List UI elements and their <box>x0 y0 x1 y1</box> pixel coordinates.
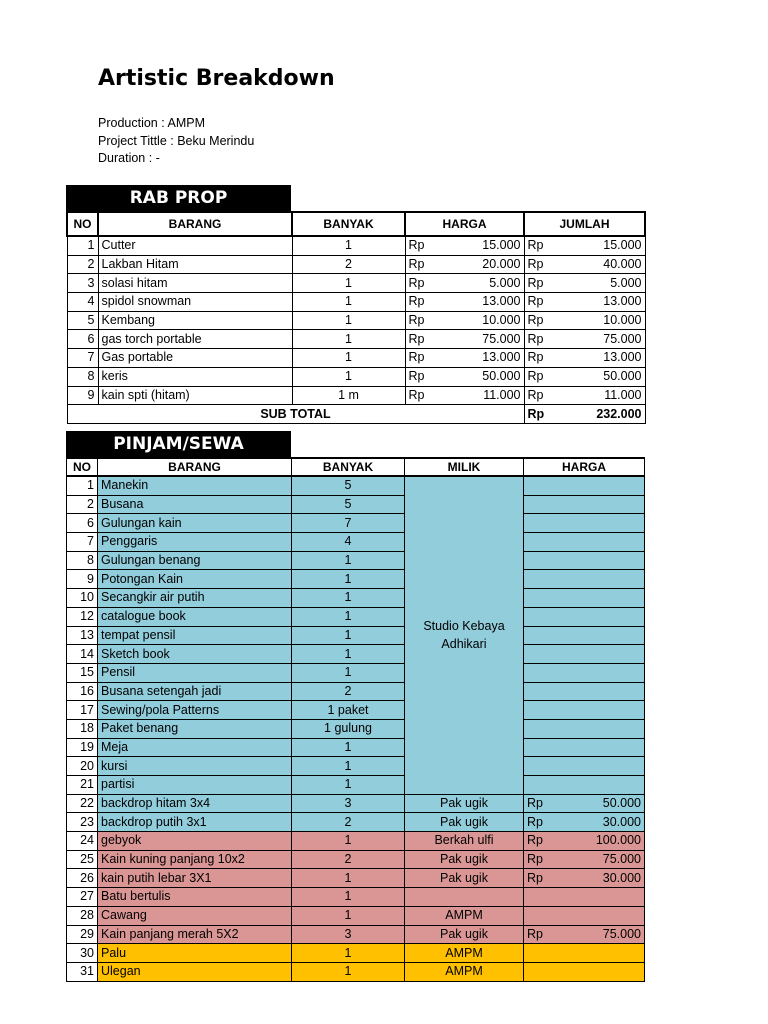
cell-barang: Kain kuning panjang 10x2 <box>98 850 292 869</box>
amount-value: 5.000 <box>489 275 521 290</box>
amount-value: 11.000 <box>604 387 642 402</box>
cell-milik: Pak ugik <box>405 925 524 944</box>
currency-label: Rp <box>527 275 544 290</box>
col-header-no: NO <box>67 212 98 236</box>
cell-harga <box>524 888 645 907</box>
cell-banyak: 1 <box>292 274 405 293</box>
cell-no: 7 <box>67 349 98 368</box>
pinjam-sewa-table <box>66 457 645 982</box>
pinjam-header-row <box>67 458 645 476</box>
cell-harga <box>524 962 645 981</box>
cell-banyak: 1 <box>292 293 405 312</box>
cell-barang: Gulungan kain <box>98 514 292 533</box>
amount-value: 75.000 <box>602 926 641 941</box>
cell-harga <box>524 589 645 608</box>
table-row <box>67 311 645 330</box>
amount-value: 13.000 <box>603 294 642 309</box>
cell-harga <box>405 367 524 386</box>
cell-banyak: 1 <box>292 757 405 776</box>
cell-harga <box>524 495 645 514</box>
cell-banyak: 1 <box>292 551 405 570</box>
cell-milik: Pak ugik <box>405 869 524 888</box>
table-row <box>67 813 645 832</box>
table-row <box>67 869 645 888</box>
cell-barang: Secangkir air putih <box>98 589 292 608</box>
cell-harga <box>524 533 645 552</box>
cell-barang: Gulungan benang <box>98 551 292 570</box>
currency-label: Rp <box>527 331 544 346</box>
cell-no: 6 <box>67 330 98 349</box>
col-header-harga: HARGA <box>405 212 524 236</box>
amount-value: 15.000 <box>603 238 642 253</box>
cell-harga <box>524 757 645 776</box>
cell-banyak: 1 <box>292 645 405 664</box>
cell-banyak: 2 <box>292 682 405 701</box>
cell-no: 20 <box>67 757 98 776</box>
cell-barang: Batu bertulis <box>98 888 292 907</box>
cell-milik: Pak ugik <box>405 813 524 832</box>
cell-no: 6 <box>67 514 98 533</box>
project-title-line: Project Tittle : Beku Merindu <box>98 133 255 148</box>
rab-table-body <box>67 236 645 423</box>
production-line: Production : AMPM <box>98 116 205 130</box>
col-header-banyak: BANYAK <box>292 458 405 476</box>
cell-no: 7 <box>67 533 98 552</box>
cell-milik: AMPM <box>405 962 524 981</box>
col-header-banyak: BANYAK <box>292 212 405 236</box>
cell-no: 12 <box>67 607 98 626</box>
cell-barang: keris <box>98 367 292 386</box>
cell-jumlah <box>524 349 645 368</box>
rab-header-row <box>67 212 645 236</box>
cell-harga <box>405 255 524 274</box>
table-row <box>67 832 645 851</box>
currency-label: Rp <box>527 369 544 384</box>
currency-label: Rp <box>527 833 543 848</box>
cell-harga <box>524 645 645 664</box>
cell-harga <box>405 330 524 349</box>
table-row <box>67 293 645 312</box>
currency-label: Rp <box>527 238 544 253</box>
table-row <box>67 607 645 626</box>
cell-no: 23 <box>67 813 98 832</box>
cell-no: 2 <box>67 495 98 514</box>
col-header-jumlah: JUMLAH <box>524 212 645 236</box>
currency-label: Rp <box>408 275 425 290</box>
cell-harga <box>524 850 645 869</box>
cell-no: 27 <box>67 888 98 907</box>
cell-harga <box>524 514 645 533</box>
table-row <box>67 274 645 293</box>
table-row <box>67 962 645 981</box>
cell-banyak: 1 <box>292 607 405 626</box>
cell-banyak: 7 <box>292 514 405 533</box>
table-row <box>67 330 645 349</box>
table-row <box>67 386 645 405</box>
cell-banyak: 1 <box>292 906 405 925</box>
cell-banyak: 3 <box>292 794 405 813</box>
currency-label: Rp <box>527 852 543 867</box>
col-header-barang: BARANG <box>98 458 292 476</box>
table-row <box>67 663 645 682</box>
cell-barang: backdrop putih 3x1 <box>98 813 292 832</box>
cell-barang: Meja <box>98 738 292 757</box>
cell-barang: Lakban Hitam <box>98 255 292 274</box>
cell-barang: Penggaris <box>98 533 292 552</box>
cell-harga <box>524 906 645 925</box>
amount-value: 75.000 <box>603 331 642 346</box>
cell-no: 24 <box>67 832 98 851</box>
cell-no: 25 <box>67 850 98 869</box>
pinjam-sewa-section-title: PINJAM/SEWA <box>66 431 291 457</box>
cell-banyak: 1 <box>292 663 405 682</box>
cell-harga <box>524 570 645 589</box>
amount-value: 15.000 <box>482 238 521 253</box>
cell-banyak: 1 <box>292 776 405 795</box>
cell-banyak: 1 <box>292 236 405 255</box>
cell-harga <box>524 682 645 701</box>
cell-harga <box>524 551 645 570</box>
cell-barang: Gas portable <box>98 349 292 368</box>
cell-no: 9 <box>67 570 98 589</box>
amount-value: 13.000 <box>482 294 521 309</box>
currency-label: Rp <box>527 870 543 885</box>
cell-harga <box>524 813 645 832</box>
cell-harga <box>524 869 645 888</box>
cell-barang: Pensil <box>98 663 292 682</box>
cell-no: 5 <box>67 311 98 330</box>
cell-no: 26 <box>67 869 98 888</box>
cell-no: 29 <box>67 925 98 944</box>
cell-banyak: 1 <box>292 944 405 963</box>
cell-barang: Manekin <box>98 476 292 495</box>
page-title: Artistic Breakdown <box>98 66 335 91</box>
cell-milik: AMPM <box>405 906 524 925</box>
cell-no: 21 <box>67 776 98 795</box>
subtotal-value <box>524 405 645 424</box>
cell-no: 28 <box>67 906 98 925</box>
cell-no: 9 <box>67 386 98 405</box>
cell-harga <box>524 738 645 757</box>
currency-label: Rp <box>408 350 425 365</box>
cell-banyak: 1 <box>292 626 405 645</box>
table-row <box>67 794 645 813</box>
cell-no: 8 <box>67 367 98 386</box>
cell-no: 2 <box>67 255 98 274</box>
cell-barang: Sewing/pola Patterns <box>98 701 292 720</box>
currency-label: Rp <box>527 814 543 829</box>
cell-no: 8 <box>67 551 98 570</box>
currency-label: Rp <box>527 406 545 421</box>
cell-no: 19 <box>67 738 98 757</box>
currency-label: Rp <box>408 387 425 402</box>
cell-harga <box>524 776 645 795</box>
cell-banyak: 1 <box>292 330 405 349</box>
amount-value: 10.000 <box>482 313 521 328</box>
table-row <box>67 533 645 552</box>
cell-barang: spidol snowman <box>98 293 292 312</box>
cell-banyak: 4 <box>292 533 405 552</box>
pinjam-table-body <box>67 476 645 981</box>
cell-no: 13 <box>67 626 98 645</box>
cell-harga <box>524 832 645 851</box>
amount-value: 20.000 <box>482 257 521 272</box>
amount-value: 10.000 <box>603 313 642 328</box>
currency-label: Rp <box>408 369 425 384</box>
cell-harga <box>524 607 645 626</box>
cell-harga <box>524 476 645 495</box>
amount-value: 75.000 <box>602 852 641 867</box>
currency-label: Rp <box>527 926 543 941</box>
amount-value: 50.000 <box>603 369 642 384</box>
table-row <box>67 589 645 608</box>
cell-banyak: 1 <box>292 367 405 386</box>
currency-label: Rp <box>527 350 544 365</box>
table-row <box>67 906 645 925</box>
cell-barang: Busana <box>98 495 292 514</box>
subtotal-label: SUB TOTAL <box>67 405 524 424</box>
cell-harga <box>405 293 524 312</box>
table-row <box>67 476 645 495</box>
cell-milik: AMPM <box>405 944 524 963</box>
amount-value: 100.000 <box>595 833 641 848</box>
amount-value: 11.000 <box>483 387 521 402</box>
cell-no: 22 <box>67 794 98 813</box>
cell-barang: Sketch book <box>98 645 292 664</box>
currency-label: Rp <box>408 257 425 272</box>
duration-line: Duration : - <box>98 151 160 165</box>
cell-harga <box>405 311 524 330</box>
col-header-barang: BARANG <box>98 212 292 236</box>
cell-banyak: 1 <box>292 962 405 981</box>
amount-value: 50.000 <box>482 369 521 384</box>
table-row <box>67 682 645 701</box>
cell-barang: solasi hitam <box>98 274 292 293</box>
amount-value: 75.000 <box>482 331 521 346</box>
cell-no: 1 <box>67 476 98 495</box>
subtotal-row <box>67 405 645 424</box>
amount-value: 13.000 <box>603 350 642 365</box>
table-row <box>67 645 645 664</box>
cell-no: 1 <box>67 236 98 255</box>
col-header-no: NO <box>67 458 98 476</box>
table-row <box>67 738 645 757</box>
table-row <box>67 255 645 274</box>
col-header-harga: HARGA <box>524 458 645 476</box>
cell-jumlah <box>524 367 645 386</box>
cell-milik: Pak ugik <box>405 850 524 869</box>
cell-harga <box>524 925 645 944</box>
production-meta <box>98 115 254 168</box>
cell-no: 3 <box>67 274 98 293</box>
table-row <box>67 495 645 514</box>
cell-barang: partisi <box>98 776 292 795</box>
currency-label: Rp <box>408 238 425 253</box>
cell-jumlah <box>524 386 645 405</box>
cell-barang: Palu <box>98 944 292 963</box>
cell-barang: kain putih lebar 3X1 <box>98 869 292 888</box>
cell-milik-merged: Studio Kebaya Adhikari <box>405 476 524 794</box>
amount-value: 13.000 <box>482 350 521 365</box>
cell-barang: Cutter <box>98 236 292 255</box>
cell-banyak: 1 m <box>292 386 405 405</box>
cell-harga <box>405 386 524 405</box>
cell-harga <box>524 626 645 645</box>
cell-no: 30 <box>67 944 98 963</box>
table-row <box>67 367 645 386</box>
cell-barang: tempat pensil <box>98 626 292 645</box>
cell-banyak: 1 paket <box>292 701 405 720</box>
cell-jumlah <box>524 293 645 312</box>
cell-banyak: 1 <box>292 311 405 330</box>
cell-harga <box>524 719 645 738</box>
currency-label: Rp <box>527 294 544 309</box>
cell-barang: gebyok <box>98 832 292 851</box>
cell-banyak: 2 <box>292 255 405 274</box>
currency-label: Rp <box>527 313 544 328</box>
table-row <box>67 701 645 720</box>
cell-harga <box>405 274 524 293</box>
table-row <box>67 514 645 533</box>
cell-banyak: 1 <box>292 869 405 888</box>
cell-harga <box>524 794 645 813</box>
table-row <box>67 570 645 589</box>
cell-barang: catalogue book <box>98 607 292 626</box>
cell-barang: kain spti (hitam) <box>98 386 292 405</box>
amount-value: 30.000 <box>602 814 641 829</box>
cell-banyak: 1 gulung <box>292 719 405 738</box>
cell-harga <box>524 663 645 682</box>
table-row <box>67 236 645 255</box>
cell-barang: Kembang <box>98 311 292 330</box>
cell-harga <box>524 701 645 720</box>
currency-label: Rp <box>408 331 425 346</box>
amount-value: 232.000 <box>596 406 642 421</box>
cell-banyak: 1 <box>292 888 405 907</box>
cell-harga <box>405 236 524 255</box>
cell-milik: Pak ugik <box>405 794 524 813</box>
cell-jumlah <box>524 255 645 274</box>
table-row <box>67 757 645 776</box>
cell-no: 18 <box>67 719 98 738</box>
cell-no: 10 <box>67 589 98 608</box>
cell-jumlah <box>524 330 645 349</box>
rab-prop-table <box>66 211 646 424</box>
cell-barang: Kain panjang merah 5X2 <box>98 925 292 944</box>
cell-banyak: 2 <box>292 813 405 832</box>
cell-barang: Cawang <box>98 906 292 925</box>
cell-no: 4 <box>67 293 98 312</box>
table-row <box>67 719 645 738</box>
cell-banyak: 1 <box>292 349 405 368</box>
cell-no: 16 <box>67 682 98 701</box>
table-row <box>67 850 645 869</box>
cell-barang: gas torch portable <box>98 330 292 349</box>
currency-label: Rp <box>527 257 544 272</box>
amount-value: 50.000 <box>602 796 641 811</box>
cell-barang: Potongan Kain <box>98 570 292 589</box>
cell-banyak: 5 <box>292 495 405 514</box>
rab-prop-section-title: RAB PROP <box>66 185 291 211</box>
table-row <box>67 349 645 368</box>
cell-barang: backdrop hitam 3x4 <box>98 794 292 813</box>
cell-banyak: 1 <box>292 570 405 589</box>
cell-no: 14 <box>67 645 98 664</box>
table-row <box>67 925 645 944</box>
cell-banyak: 2 <box>292 850 405 869</box>
cell-no: 17 <box>67 701 98 720</box>
cell-milik: Berkah ulfi <box>405 832 524 851</box>
amount-value: 40.000 <box>603 257 642 272</box>
cell-harga <box>405 349 524 368</box>
table-row <box>67 888 645 907</box>
cell-barang: Ulegan <box>98 962 292 981</box>
table-row <box>67 776 645 795</box>
cell-barang: Paket benang <box>98 719 292 738</box>
currency-label: Rp <box>408 313 425 328</box>
cell-milik <box>405 888 524 907</box>
table-row <box>67 944 645 963</box>
cell-jumlah <box>524 236 645 255</box>
col-header-milik: MILIK <box>405 458 524 476</box>
cell-no: 15 <box>67 663 98 682</box>
table-row <box>67 626 645 645</box>
cell-barang: Busana setengah jadi <box>98 682 292 701</box>
cell-banyak: 1 <box>292 832 405 851</box>
cell-banyak: 1 <box>292 738 405 757</box>
table-row <box>67 551 645 570</box>
cell-jumlah <box>524 274 645 293</box>
cell-banyak: 1 <box>292 589 405 608</box>
cell-barang: kursi <box>98 757 292 776</box>
cell-harga <box>524 944 645 963</box>
currency-label: Rp <box>527 387 544 402</box>
cell-no: 31 <box>67 962 98 981</box>
cell-jumlah <box>524 311 645 330</box>
amount-value: 5.000 <box>610 275 642 290</box>
amount-value: 30.000 <box>602 870 641 885</box>
cell-banyak: 3 <box>292 925 405 944</box>
currency-label: Rp <box>527 796 543 811</box>
currency-label: Rp <box>408 294 425 309</box>
cell-banyak: 5 <box>292 476 405 495</box>
